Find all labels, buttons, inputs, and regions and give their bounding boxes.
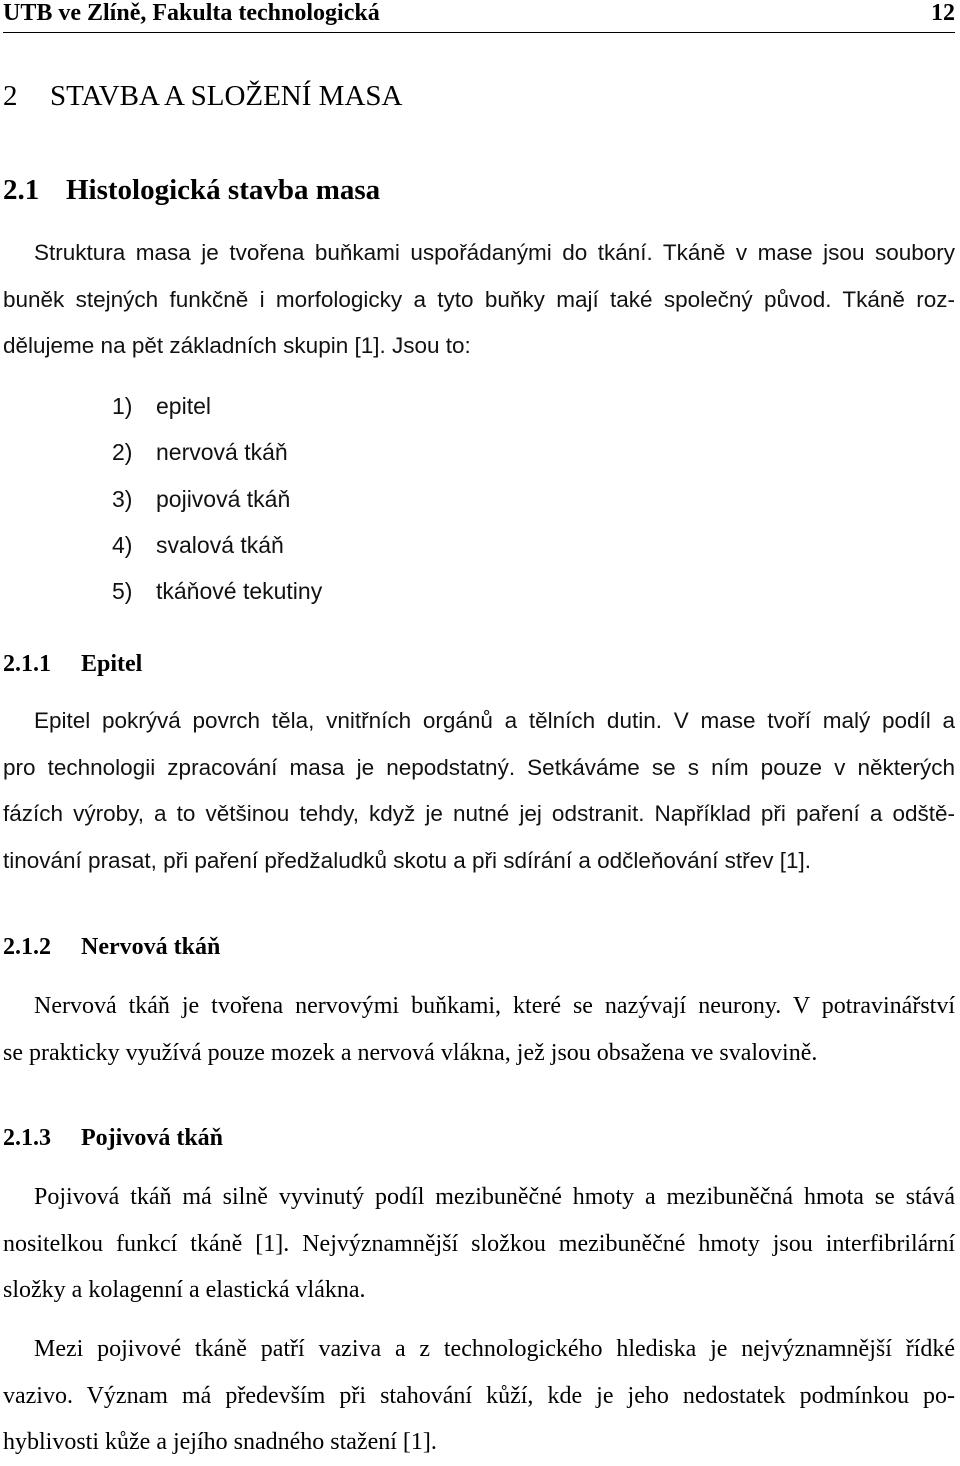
paragraph-line: Mezi pojivové tkáně patří vaziva a z technologického hlediska je nejvýznamnější řídké — [34, 1336, 955, 1362]
list-marker: 2) — [112, 439, 133, 466]
subsection-title: Epitel — [81, 651, 143, 677]
header-institution: UTB ve Zlíně, Fakulta technologická — [3, 0, 380, 26]
paragraph-line: Nervová tkáň je tvořena nervovými buňkami, které se nazývají neurony. V potravinářství — [34, 993, 955, 1019]
list-marker: 4) — [112, 531, 133, 558]
paragraph-line: hyblivosti kůže a jejího snadného stažení [1]. — [3, 1429, 437, 1455]
subsection-heading-pojivova — [3, 1123, 223, 1153]
subsection-title: Nervová tkáň — [81, 934, 221, 960]
paragraph-line: pro technologii zpracování masa je nepodstatný. Setkáváme se s ním pouze v některých — [3, 754, 955, 780]
paragraph-line: se prakticky využívá pouze mozek a nervová vlákna, jež jsou obsažena ve svalovině. — [3, 1039, 818, 1066]
list-item — [112, 383, 322, 429]
paragraph-line: Epitel pokrývá povrch těla, vnitřních orgánů a tělních dutin. V mase tvoří malý podíl a — [34, 708, 955, 733]
paragraph-line: Struktura masa je tvořena buňkami uspořádanými do tkání. Tkáně v mase jsou soubory — [34, 240, 955, 265]
subsection-number: 2.1.1 — [3, 651, 51, 677]
section-title: Histologická stavba masa — [66, 174, 381, 206]
list-item-text: tkáňové tekutiny — [156, 578, 323, 605]
running-header — [3, 0, 955, 30]
paragraph-line: Pojivová tkáň má silně vyvinutý podíl mezibuněčné hmoty a mezibuněčná hmota se stává — [34, 1184, 955, 1210]
pojivova-paragraph-2 — [3, 1326, 955, 1466]
subsection-title: Pojivová tkáň — [81, 1125, 224, 1151]
list-item — [112, 522, 322, 568]
list-item — [112, 476, 322, 522]
intro-paragraph — [3, 230, 955, 370]
paragraph-line: nositelkou funkcí tkáně [1]. Nejvýznamnější složkou mezibuněčné hmoty jsou interfibrilární — [3, 1230, 955, 1257]
subsection-number: 2.1.3 — [3, 1125, 51, 1151]
paragraph-line: složky a kolagenní a elastická vlákna. — [3, 1277, 366, 1303]
nervova-paragraph — [3, 983, 955, 1076]
pojivova-paragraph-1 — [3, 1174, 955, 1314]
list-item-text: nervová tkáň — [156, 439, 288, 466]
header-rule — [3, 32, 955, 33]
paragraph-line: fázích výroby, a to většinou tehdy, když je nutné jej odstranit. Například při paření a odště- — [3, 801, 955, 826]
paragraph-line: buněk stejných funkčně i morfologicky a tyto buňky mají také společný původ. Tkáně roz- — [3, 286, 955, 312]
list-item — [112, 568, 322, 614]
list-marker: 1) — [112, 393, 133, 419]
list-item-text: pojivová tkáň — [156, 485, 291, 512]
subsection-heading-epitel — [3, 649, 142, 679]
list-marker: 3) — [112, 485, 133, 512]
chapter-heading — [3, 78, 402, 114]
subsection-number: 2.1.2 — [3, 934, 51, 960]
list-marker: 5) — [112, 578, 133, 605]
tissue-list — [112, 383, 322, 614]
list-item-text: svalová tkáň — [156, 531, 284, 558]
epitel-paragraph — [3, 698, 955, 884]
paragraph-line: vazivo. Význam má především při stahování kůží, kde je jeho nedostatek podmínkou po- — [3, 1382, 955, 1409]
list-item-text: epitel — [156, 393, 211, 419]
chapter-number: 2 — [3, 80, 18, 112]
paragraph-line: tinování prasat, při paření předžaludků skotu a při sdírání a odčleňování střev [1]. — [3, 847, 811, 873]
section-number: 2.1 — [3, 174, 40, 206]
paragraph-line: dělujeme na pět základních skupin [1]. Jsou to: — [3, 333, 471, 358]
subsection-heading-nervova — [3, 932, 220, 962]
section-heading — [3, 172, 380, 208]
chapter-title: STAVBA A SLOŽENÍ MASA — [50, 80, 403, 112]
list-item — [112, 429, 322, 475]
header-page-number: 12 — [931, 0, 955, 26]
